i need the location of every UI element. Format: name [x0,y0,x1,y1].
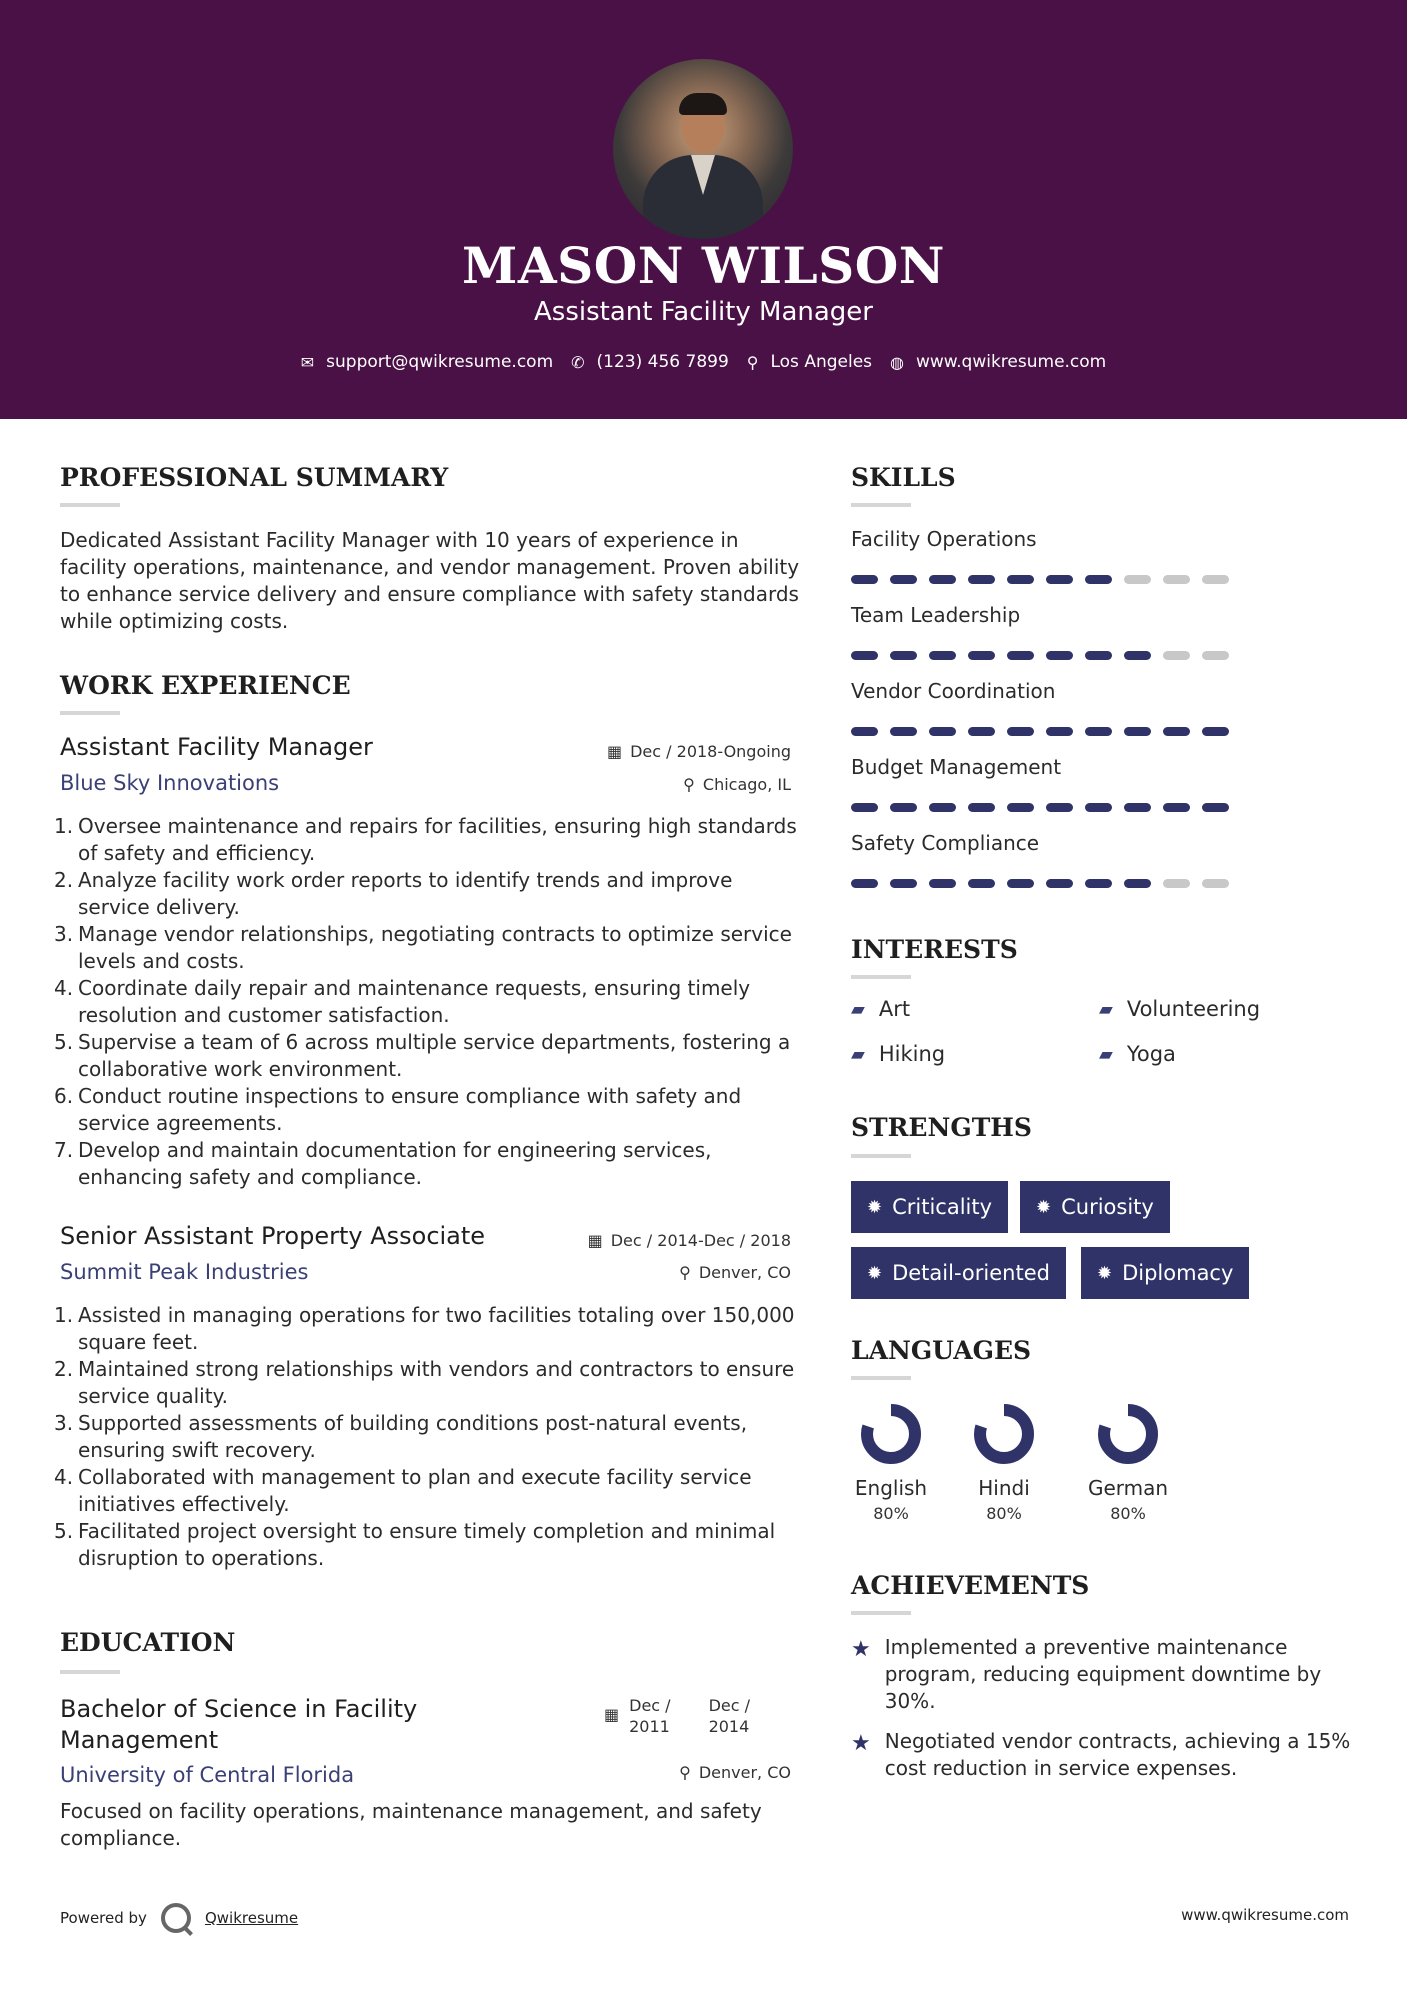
skill-dot [851,651,878,660]
contact-phone[interactable]: ✆ (123) 456 7899 [571,352,729,372]
job-company: Blue Sky Innovations [60,771,280,795]
envelope-icon: ✉ [300,352,315,372]
language-name: Hindi [978,1476,1030,1500]
skill-dot [1085,879,1112,888]
list-item: 7. Develop and maintain documentation for engineering services, enhancing safety and compliance. [54,1138,712,1189]
section-divider [851,975,911,979]
skill-dot [1202,651,1229,660]
skill-dot [890,879,917,888]
school-name: University of Central Florida [60,1763,355,1787]
badge-icon: ✹ [867,1196,883,1218]
skill-name: Vendor Coordination [851,679,1056,703]
skill-dot [890,727,917,736]
summary-heading: PROFESSIONAL SUMMARY [60,463,449,492]
calendar-icon: ▦ [604,1705,620,1724]
interest-item: ▰ Hiking [851,1042,946,1066]
job-duties-list [54,1302,800,1572]
language-ring-arc [1104,1410,1152,1458]
skill-name: Team Leadership [851,603,1021,627]
job-location: ⚲ Chicago, IL [683,775,791,794]
skills-heading: SKILLS [851,463,956,492]
achievement-item: ★ Negotiated vendor contracts, achieving a 15% cost reduction in service expenses. [851,1729,1351,1780]
job-date: ▦ Dec / 2018-Ongoing [606,742,791,761]
list-item: 5. Supervise a team of 6 across multiple service departments, fostering a collaborative work environment. [54,1030,791,1081]
skill-dot [1124,651,1151,660]
skill-name: Budget Management [851,755,1062,779]
contact-location: ⚲ Los Angeles [746,352,873,372]
achievement-item: ★ Implemented a preventive maintenance program, reducing equipment downtime by 30%. [851,1635,1322,1713]
skill-dot [1124,727,1151,736]
skill-dot [1202,803,1229,812]
skill-dot [1085,803,1112,812]
skill-dot [890,803,917,812]
interest-item: ▰ Volunteering [1099,997,1261,1021]
language-item [1078,1402,1178,1523]
list-item: 2. Maintained strong relationships with vendors and contractors to ensure service quality. [54,1357,795,1408]
section-divider [851,503,911,507]
book-icon: ▰ [1099,1043,1113,1065]
skill-dot [851,803,878,812]
strength-tag: ✹ Curiosity [1020,1181,1170,1233]
skill-dot [1046,803,1073,812]
skill-dot [968,651,995,660]
interest-item: ▰ Yoga [1099,1042,1176,1066]
skill-dot [1007,803,1034,812]
skill-dot [1085,575,1112,584]
globe-icon: ◍ [890,352,904,372]
brand-link[interactable]: Qwikresume [204,1909,299,1927]
skill-dot [1202,879,1229,888]
skill-level-meter [851,651,1229,660]
skill-name: Facility Operations [851,527,1037,551]
qwikresume-logo-icon [161,1903,191,1933]
language-ring [859,1402,923,1466]
contact-email[interactable]: ✉ support@qwikresume.com [300,352,554,372]
skill-dot [1124,575,1151,584]
list-item: 4. Coordinate daily repair and maintenance requests, ensuring timely resolution and customer satisfaction. [54,976,751,1027]
section-divider [60,1670,120,1674]
skill-dot [1163,651,1190,660]
skill-dot [1046,575,1073,584]
star-icon: ★ [851,1637,871,1662]
language-ring-arc [867,1410,915,1458]
badge-icon: ✹ [867,1262,883,1284]
skill-dot [1163,727,1190,736]
skill-dot [968,803,995,812]
skill-dot [1046,651,1073,660]
pin-icon: ⚲ [679,1263,691,1282]
skill-dot [1124,803,1151,812]
skill-dot [851,879,878,888]
skill-level-meter [851,803,1229,812]
job-duties-list [54,813,800,1191]
skill-dot [1007,651,1034,660]
skill-dot [1163,879,1190,888]
list-item: 6. Conduct routine inspections to ensure compliance with safety and service agreements. [54,1084,742,1135]
language-name: English [854,1476,928,1500]
strength-tag: ✹ Detail-oriented [851,1247,1066,1299]
job-title: Assistant Facility Manager [60,733,373,761]
skill-dot [1046,727,1073,736]
skill-dot [890,651,917,660]
book-icon: ▰ [1099,998,1113,1020]
job-company: Summit Peak Industries [60,1260,309,1284]
strengths-heading: STRENGTHS [851,1113,1032,1142]
skill-dot [1085,727,1112,736]
list-item: 5. Facilitated project oversight to ensure timely completion and minimal disruption to operations. [54,1519,776,1570]
skill-dot [1007,575,1034,584]
book-icon: ▰ [851,1043,865,1065]
header-banner [0,0,1407,419]
profile-photo [613,59,793,239]
list-item: 2. Analyze facility work order reports to identify trends and improve service delivery. [54,868,733,919]
badge-icon: ✹ [1097,1262,1113,1284]
footer-website[interactable]: www.qwikresume.com [1181,1906,1349,1924]
skill-level-meter [851,879,1229,888]
language-name: German [1087,1476,1169,1500]
skill-dot [929,575,956,584]
candidate-role: Assistant Facility Manager [534,297,873,327]
skill-dot [1046,879,1073,888]
candidate-name: MASON WILSON [462,236,945,295]
education-location: ⚲ Denver, CO [679,1763,791,1782]
degree-title: Bachelor of Science in Facility Management [60,1695,418,1754]
skill-dot [1202,727,1229,736]
language-percent: 80% [873,1504,909,1523]
skill-dot [1124,879,1151,888]
language-ring-arc [980,1410,1028,1458]
list-item: 4. Collaborated with management to plan and execute facility service initiatives effectively. [54,1465,752,1516]
language-ring [972,1402,1036,1466]
contact-bar [0,352,1407,372]
skill-dot [1202,575,1229,584]
skill-dot [851,575,878,584]
job-date: ▦ Dec / 2014-Dec / 2018 [587,1231,791,1250]
experience-heading: WORK EXPERIENCE [60,671,351,700]
book-icon: ▰ [851,998,865,1020]
skill-dot [1163,803,1190,812]
star-icon: ★ [851,1731,871,1756]
pin-icon: ⚲ [679,1763,691,1782]
footer-branding: Powered by Qwikresume [60,1903,298,1933]
language-percent: 80% [986,1504,1022,1523]
badge-icon: ✹ [1036,1196,1052,1218]
pin-icon: ⚲ [683,775,695,794]
skill-dot [968,727,995,736]
section-divider [851,1376,911,1380]
section-divider [60,711,120,715]
languages-heading: LANGUAGES [851,1336,1032,1365]
interests-heading: INTERESTS [851,935,1018,964]
education-text: Focused on facility operations, maintenance management, and safety compliance. [60,1799,762,1850]
language-percent: 80% [1110,1504,1146,1523]
skill-dot [1085,651,1112,660]
language-item [841,1402,941,1523]
list-item: 1. Assisted in managing operations for two facilities totaling over 150,000 square feet. [54,1303,795,1354]
map-pin-icon: ⚲ [746,352,759,372]
section-divider [851,1611,911,1615]
list-item: 3. Supported assessments of building conditions post-natural events, ensuring swift recovery. [54,1411,748,1462]
summary-text: Dedicated Assistant Facility Manager with 10 years of experience in facility operations, maintenance, and vendor management. Proven ability to enhance service delivery and ensure compliance with safety standards while optimizing costs. [60,528,800,633]
section-divider [60,503,120,507]
skill-dot [929,879,956,888]
job-title: Senior Assistant Property Associate [60,1222,486,1250]
skill-dot [1007,879,1034,888]
list-item: 3. Manage vendor relationships, negotiating contracts to optimize service levels and costs. [54,922,792,973]
skill-dot [890,575,917,584]
skill-dot [1007,727,1034,736]
skill-dot [929,651,956,660]
skill-dot [968,575,995,584]
strength-tag: ✹ Diplomacy [1081,1247,1249,1299]
calendar-icon: ▦ [587,1231,603,1250]
skill-level-meter [851,727,1229,736]
skill-dot [929,803,956,812]
education-heading: EDUCATION [60,1628,236,1657]
list-item: 1. Oversee maintenance and repairs for facilities, ensuring high standards of safety and efficiency. [54,814,797,865]
phone-icon: ✆ [571,352,585,372]
calendar-icon: ▦ [606,742,623,761]
language-ring [1096,1402,1160,1466]
education-dates: ▦ Dec / 2011 Dec / 2014 [604,1696,750,1736]
interest-item: ▰ Art [851,997,911,1021]
skill-dot [1163,575,1190,584]
skill-dot [851,727,878,736]
job-location: ⚲ Denver, CO [679,1263,791,1282]
achievements-heading: ACHIEVEMENTS [851,1571,1090,1600]
skill-name: Safety Compliance [851,831,1040,855]
skill-dot [929,727,956,736]
strength-tag: ✹ Criticality [851,1181,1008,1233]
contact-website[interactable]: ◍ www.qwikresume.com [890,352,1107,372]
language-item [954,1402,1054,1523]
section-divider [851,1154,911,1158]
skill-dot [968,879,995,888]
skill-level-meter [851,575,1229,584]
